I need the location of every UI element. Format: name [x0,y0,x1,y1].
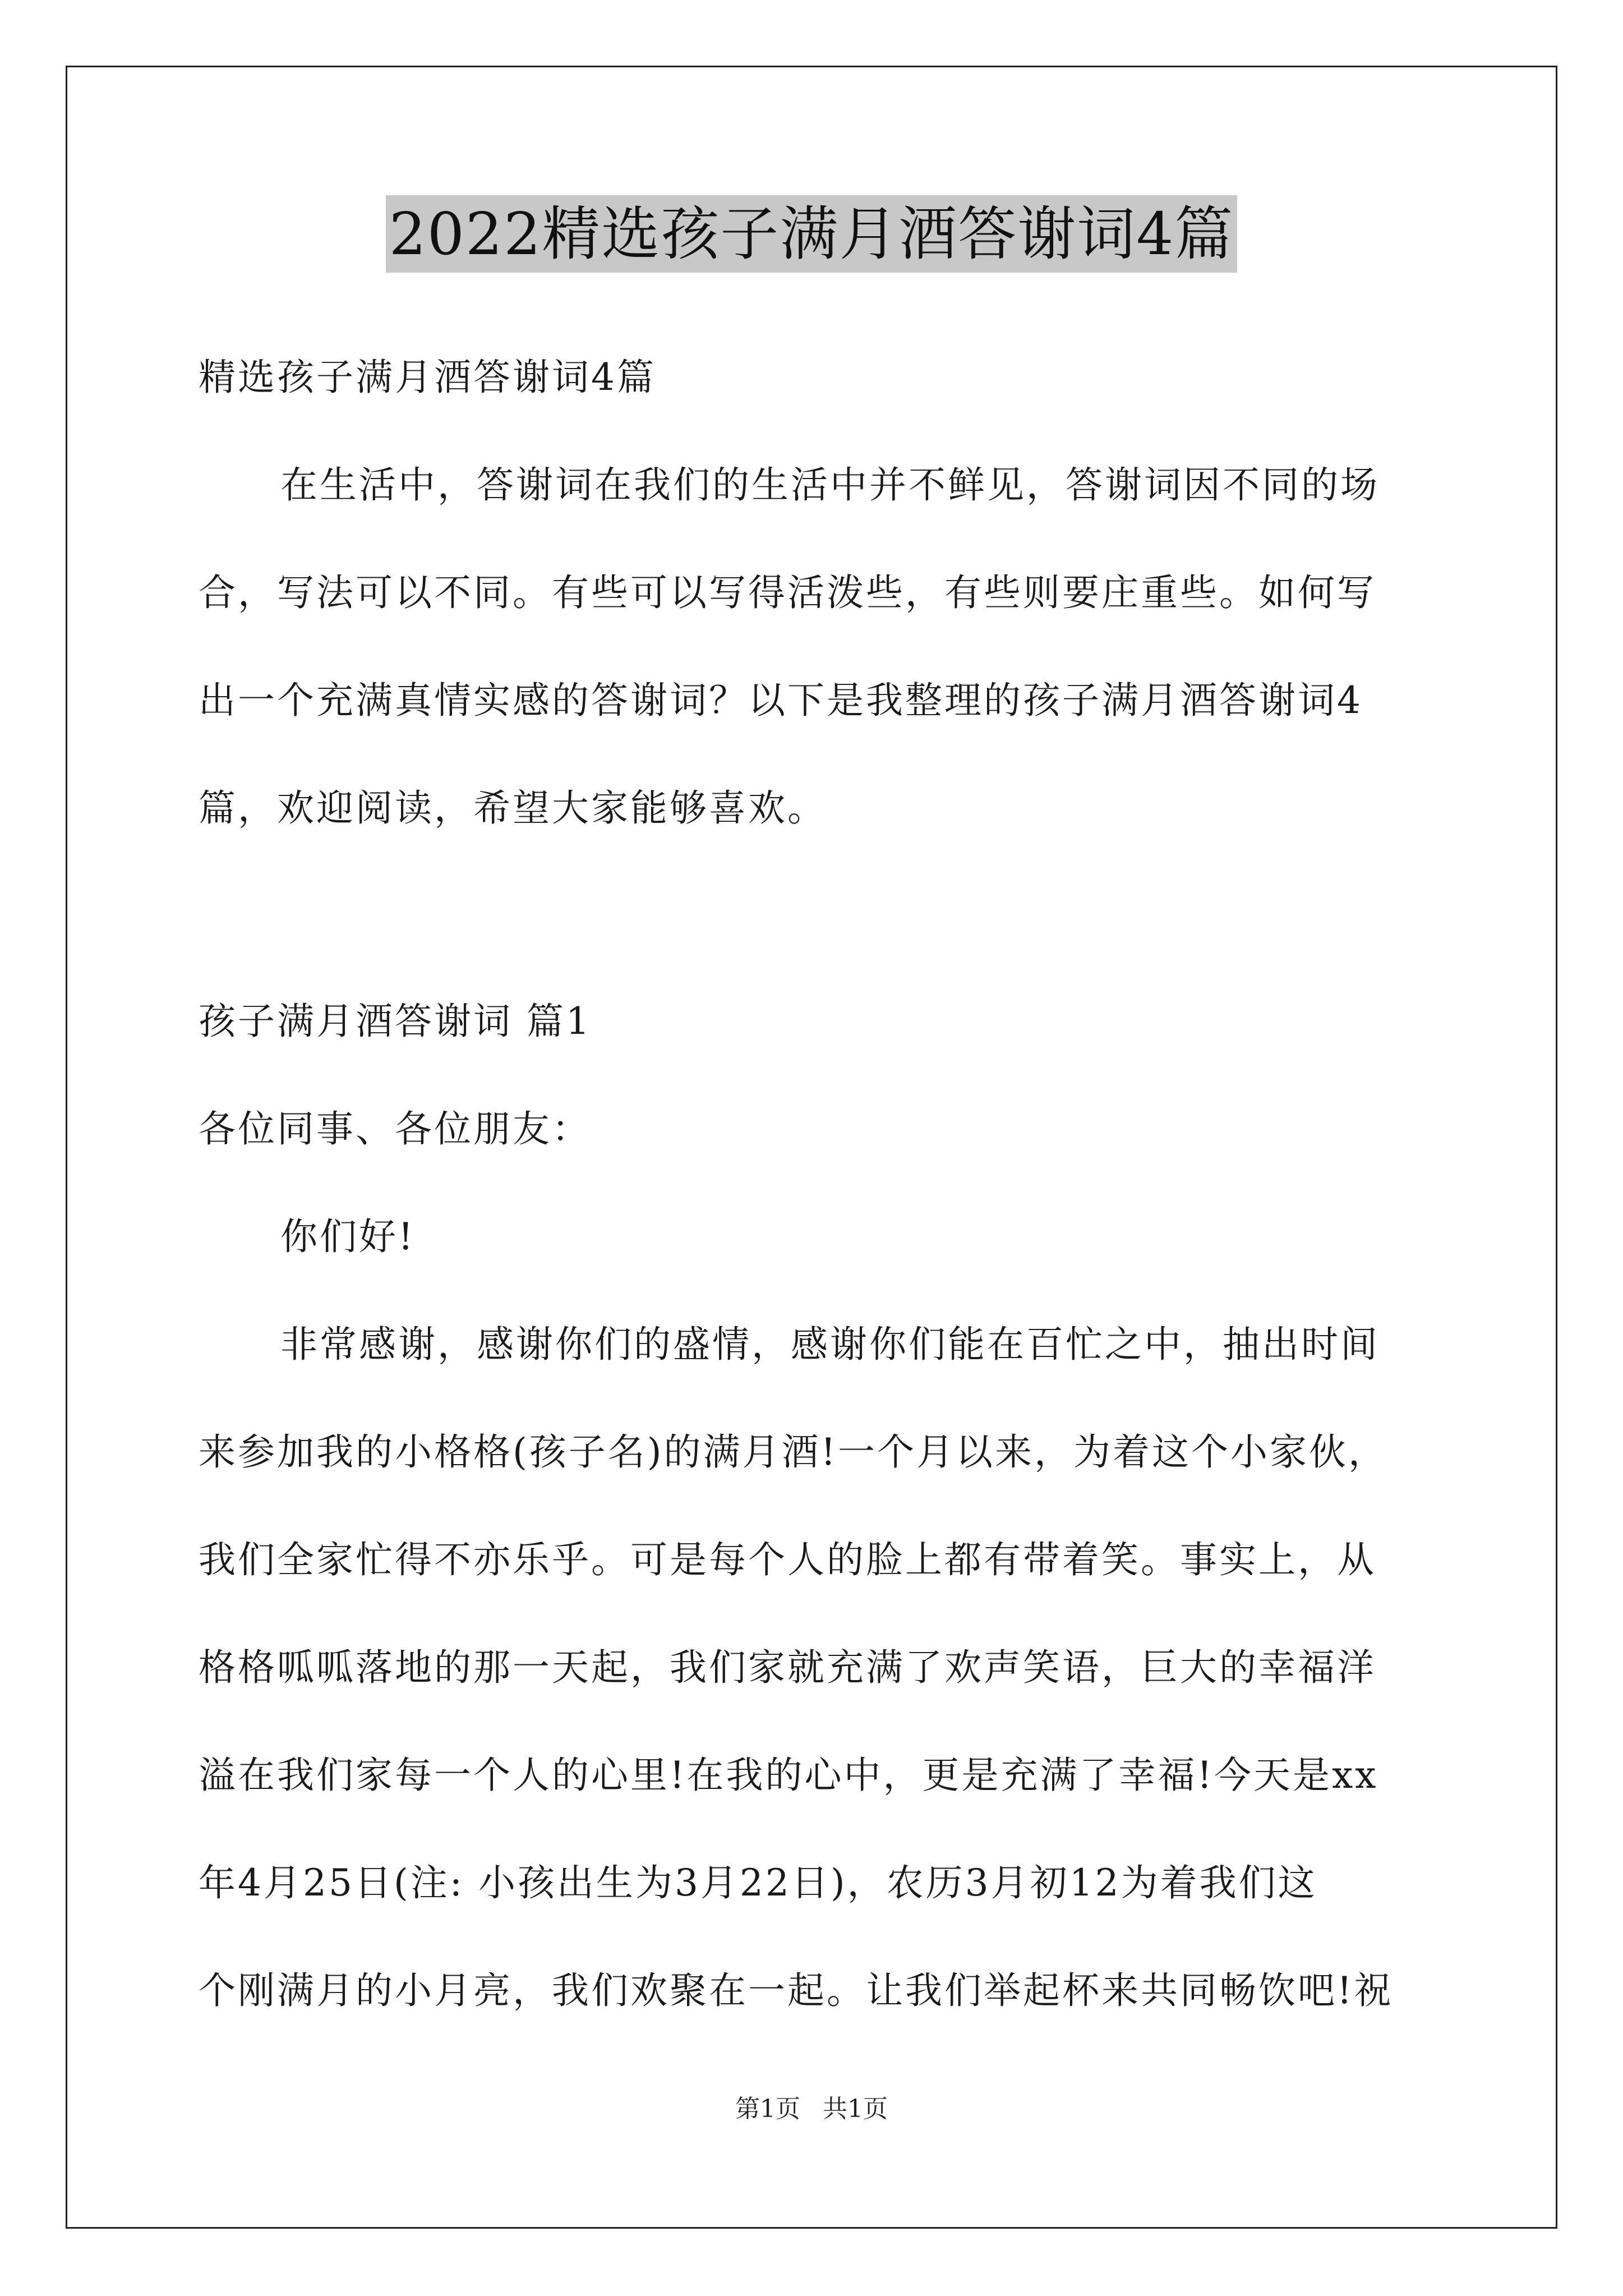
body-line-7: 个刚满月的小月亮，我们欢聚在一起。让我们举起杯来共同畅饮吧!祝 [199,1969,1394,2012]
document-subtitle: 精选孩子满月酒答谢词4篇 [199,356,656,399]
body-line-2: 来参加我的小格格(孩子名)的满月酒!一个月以来，为着这个小家伙， [199,1430,1388,1474]
document-title: 2022精选孩子满月酒答谢词4篇 [386,195,1238,273]
page-total: 共1页 [823,2095,888,2123]
page-footer [0,2092,1623,2126]
body-line-4: 格格呱呱落地的那一天起，我们家就充满了欢声笑语，巨大的幸福洋 [199,1646,1376,1689]
intro-line-4: 篇，欢迎阅读，希望大家能够喜欢。 [199,786,827,830]
body-line-6: 年4月25日(注: 小孩出生为3月22日)，农历3月初12为着我们这 [199,1861,1317,1904]
body-line-5: 溢在我们家每一个人的心里!在我的心中，更是充满了幸福!今天是xx [199,1754,1378,1797]
page-number: 第1页 [735,2095,800,2123]
body-line-1: 非常感谢，感谢你们的盛情，感谢你们能在百忙之中，抽出时间 [280,1323,1380,1366]
intro-line-3: 出一个充满真情实感的答谢词？以下是我整理的孩子满月酒答谢词4 [199,679,1363,722]
intro-line-1: 在生活中，答谢词在我们的生活中并不鲜见，答谢词因不同的场 [280,463,1380,507]
intro-line-2: 合，写法可以不同。有些可以写得活泼些，有些则要庄重些。如何写 [199,571,1376,614]
section-heading: 孩子满月酒答谢词 篇1 [199,1000,592,1043]
title-container [0,195,1623,273]
body-line-3: 我们全家忙得不亦乐乎。可是每个人的脸上都有带着笑。事实上，从 [199,1538,1376,1581]
greeting: 你们好! [280,1215,416,1258]
salutation: 各位同事、各位朋友： [199,1107,591,1151]
